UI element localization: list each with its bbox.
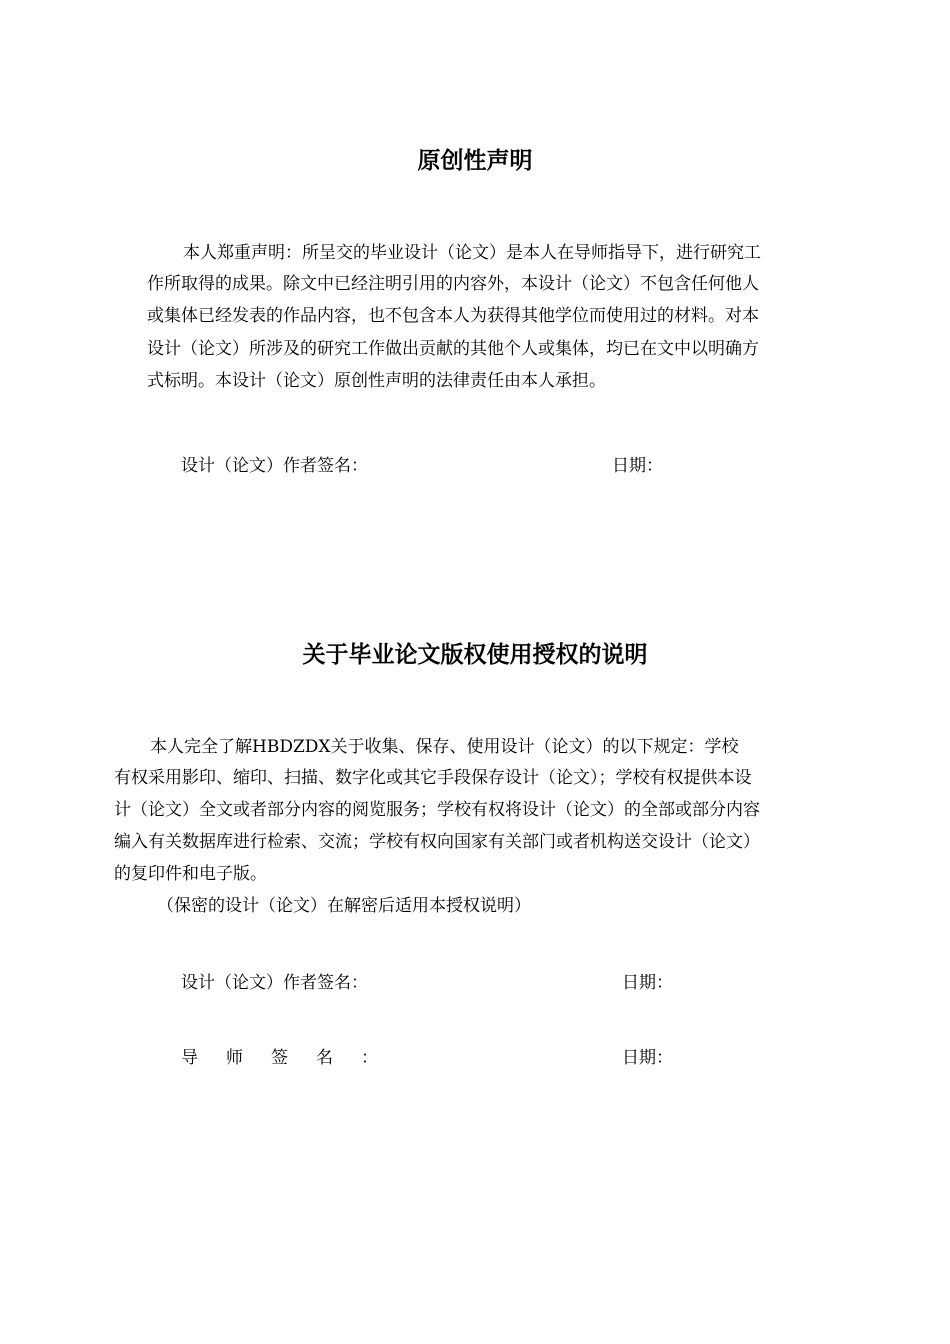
date-field[interactable]	[672, 971, 822, 995]
author-signature-field[interactable]	[380, 971, 600, 995]
authorization-line: 的复印件和电子版。	[114, 864, 267, 884]
originality-title: 原创性声明	[417, 148, 533, 174]
statement-line: 式标明。本设计（论文）原创性声明的法律责任由本人承担。	[147, 371, 606, 391]
advisor-date-field[interactable]	[672, 1046, 822, 1070]
statement-line: 设计（论文）所涉及的研究工作做出贡献的其他个人或集体，均已在文中以明确方	[147, 339, 759, 359]
author-signature-field[interactable]	[380, 454, 600, 478]
authorization-line: 有权采用影印、缩印、扫描、数字化或其它手段保存设计（论文）；学校有权提供本设	[114, 768, 752, 788]
statement-line: 作所取得的成果。除文中已经注明引用的内容外，本设计（论文）不包含任何他人	[147, 274, 759, 294]
advisor-date-label: 日期：	[622, 1048, 673, 1068]
advisor-signature-field[interactable]	[380, 1046, 600, 1070]
date-label: 日期：	[622, 973, 673, 993]
author-signature-label: 设计（论文）作者签名：	[181, 973, 368, 993]
authorization-line: 编入有关数据库进行检索、交流；学校有权向国家有关部门或者机构送交设计（论文）	[114, 832, 760, 852]
author-signature-label: 设计（论文）作者签名：	[181, 456, 368, 476]
date-label: 日期：	[612, 456, 663, 476]
authorization-line: 本人完全了解HBDZDX关于收集、保存、使用设计（论文）的以下规定：学校	[150, 737, 739, 757]
confidential-note: （保密的设计（论文）在解密后适用本授权说明）	[157, 896, 531, 916]
statement-line: 或集体已经发表的作品内容，也不包含本人为获得其他学位而使用过的材料。对本	[147, 306, 759, 326]
copyright-title: 关于毕业论文版权使用授权的说明	[302, 642, 648, 668]
advisor-signature-label: 导师签名：	[181, 1048, 406, 1068]
statement-line: 本人郑重声明：所呈交的毕业设计（论文）是本人在导师指导下，进行研究工	[183, 243, 761, 263]
authorization-line: 计（论文）全文或者部分内容的阅览服务；学校有权将设计（论文）的全部或部分内容	[114, 800, 760, 820]
date-field[interactable]	[662, 454, 812, 478]
